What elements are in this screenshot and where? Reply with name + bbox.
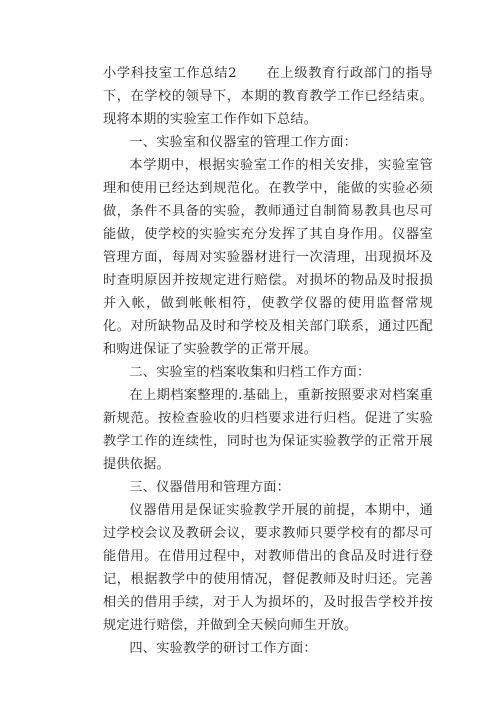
section-3-body: 仪器借用是保证实验教学开展的前提，本期中，通过学校会议及教研会议，要求教师只要学校有的都尽可能借用。在借用过程中，对教师借出的食品及时进行登记，根据教学中的使用情况，督促教师及时归还。完善相关的借用手续，对于人为损坏的，及时报告学校并按规定进行赔偿，并做到全天候向师生开放。 — [103, 503, 433, 633]
section-2-heading: 二、实验室的档案收集和归档工作方面： — [129, 365, 371, 380]
document-content — [103, 62, 433, 660]
section-3-heading: 三、仪器借用和管理方面： — [129, 480, 291, 495]
section-2-body: 在上期档案整理的.基础上，重新按照要求对档案重新规范。按检查验收的归档要求进行归档。促进了实验教学工作的连续性，同时也为保证实验教学的正常开展提供依据。 — [103, 388, 433, 472]
section-1-heading: 一、实验室和仪器室的管理工作方面： — [129, 135, 357, 150]
section-4-heading: 四、实验教学的研讨工作方面： — [129, 641, 317, 656]
document-title: 小学科技室工作总结2 — [103, 66, 237, 81]
intro-text: 在上级教育行政部门的指导下，在学校的领导下，本期的教育教学工作已经结束。现将本期的实验室工作作如下总结。 — [103, 66, 434, 127]
section-1-body: 本学期中，根据实验室工作的相关安排，实验室管理和使用已经达到规范化。在教学中，能做的实验必须做，条件不具备的实验，教师通过自制简易教具也尽可能做，使学校的实验实充分发挥了其自身作用。仪器室管理方面，每周对实验器材进行一次清理，出现损坏及时查明原因并按规定进行赔偿。对损坏的物品及时报损并入帐，做到帐帐相符，使教学仪器的使用监督常规化。对所缺物品及时和学校及相关部门联系，通过匹配和购进保证了实验教学的正常开展。 — [103, 158, 433, 357]
title-paragraph — [103, 62, 433, 131]
